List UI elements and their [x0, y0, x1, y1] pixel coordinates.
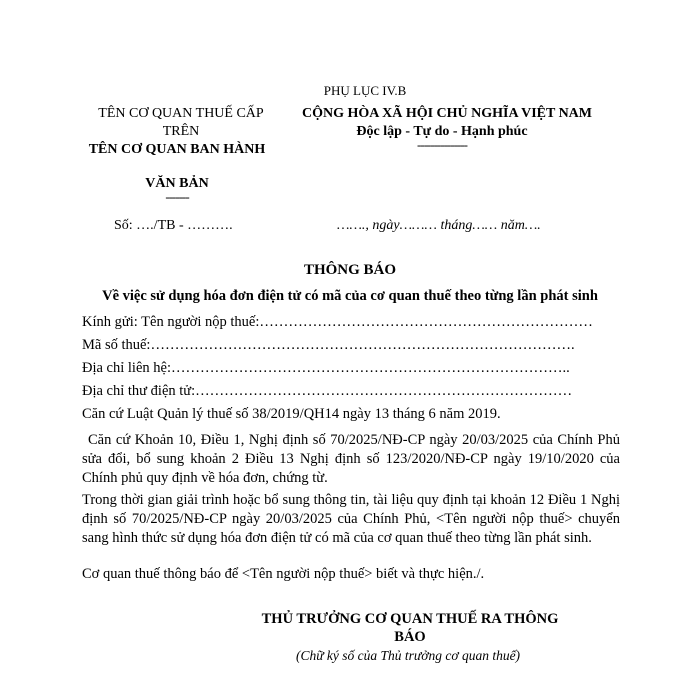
signature-note: (Chữ ký số của Thủ trưởng cơ quan thuế)	[295, 648, 521, 663]
contact-address-field: Địa chỉ liên hệ:………………………………………………………………………..	[82, 360, 570, 376]
recipient-field: Kính gửi: Tên người nộp thuế:……………………………………………………………	[82, 314, 593, 330]
document-type-underline: -------	[165, 189, 189, 204]
appendix-label: PHỤ LỤC IV.B	[323, 83, 407, 98]
notice-subject: Về việc sử dụng hóa đơn điện tử có mã của cơ quan thuế theo từng lần phát sinh	[102, 288, 598, 304]
notice-content: Trong thời gian giải trình hoặc bổ sung thông tin, tài liệu quy định tại khoản 12 Điều 1 Nghị định số 70/2025/NĐ-CP ngày 20/03/2025 của Chính Phủ, <Tên người nộp thuế> chuyển sang hình thức sử dụng hóa đơn điện tử có mã của cơ quan thuế theo từng lần phát sinh.	[82, 492, 620, 546]
signature-title: THỦ TRƯỞNG CƠ QUAN THUẾ RA THÔNG	[261, 611, 559, 627]
notice-title: THÔNG BÁO	[303, 262, 397, 278]
national-title: CỘNG HÒA XÃ HỘI CHỦ NGHĨA VIỆT NAM	[301, 106, 593, 121]
notice-closing: Cơ quan thuế thông báo để <Tên người nộp thuế> biết và thực hiện./.	[82, 566, 485, 582]
legal-basis-decree: Căn cứ Khoản 10, Điều 1, Nghị định số 70/2025/NĐ-CP ngày 20/03/2025 của Chính Phủ sửa đổi, bổ sung khoản 2 Điều 13 Nghị định số 123/2020/NĐ-CP ngày 19/10/2020 của Chính phủ quy định về hóa đơn, chứng từ.	[82, 432, 620, 486]
signature-title-cont: BÁO	[394, 629, 426, 645]
legal-basis-law: Căn cứ Luật Quản lý thuế số 38/2019/QH14 ngày 13 tháng 6 năm 2019.	[82, 406, 501, 422]
document-type: VĂN BẢN	[145, 176, 209, 191]
email-address-field: Địa chỉ thư điện tử:……………………………………………………………………	[82, 383, 573, 399]
parent-tax-agency-cont: TRÊN	[162, 124, 200, 139]
motto-underline: ---------------	[417, 137, 467, 152]
date-line: ……., ngày……… tháng…… năm….	[337, 218, 541, 233]
national-motto: Độc lập - Tự do - Hạnh phúc	[356, 124, 528, 139]
issuing-agency: TÊN CƠ QUAN BAN HÀNH	[88, 142, 266, 157]
tax-code-field: Mã số thuế:…………………………………………………………………………….	[82, 337, 575, 353]
document-number: Số: …./TB - ……….	[114, 218, 233, 233]
parent-tax-agency: TÊN CƠ QUAN THUẾ CẤP	[98, 106, 264, 121]
